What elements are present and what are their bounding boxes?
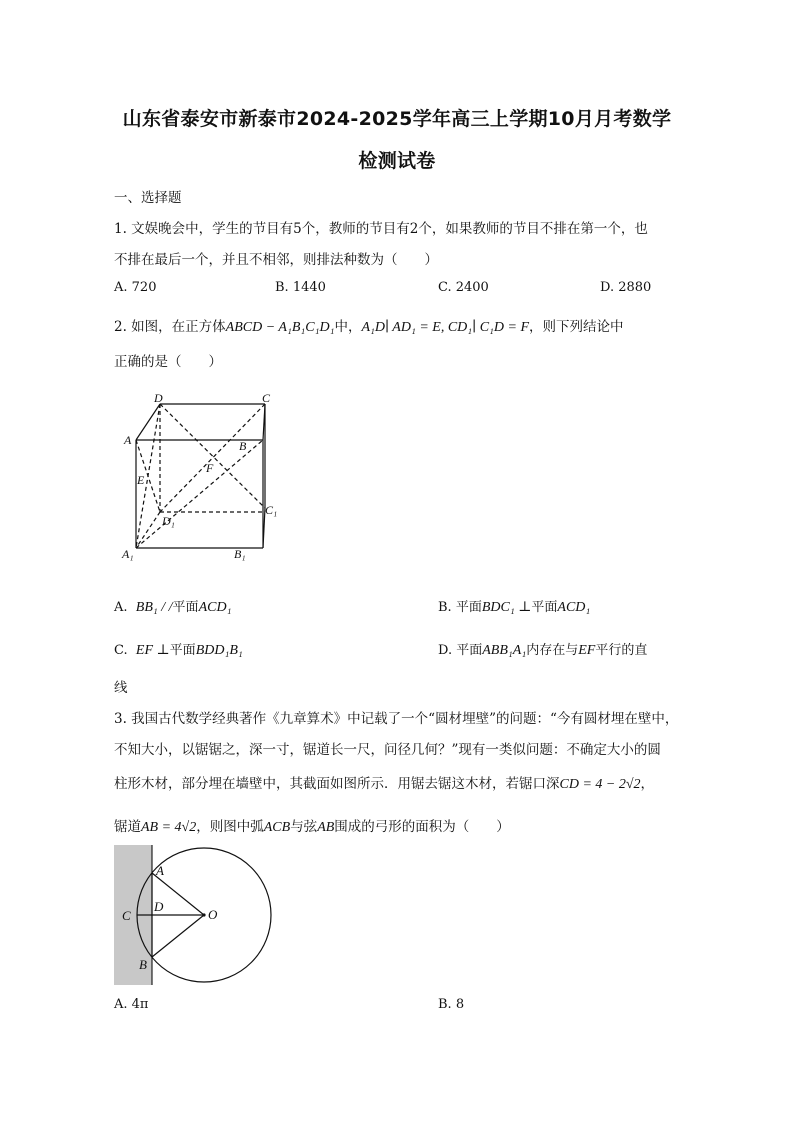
- q2-option-d-wrap: 线: [114, 680, 128, 696]
- q1-option-d: D. 2880: [600, 280, 652, 295]
- q3-line3: 柱形木材，部分埋在墙壁中，其截面如图所示．用锯去锯这木材，若锯口深CD = 4 − 2√2，: [114, 776, 655, 792]
- exam-title-line2: 检测试卷: [358, 150, 436, 172]
- cube-label-b: B: [239, 439, 247, 453]
- q3-line2: 不知大小，以锯锯之，深一寸，锯道长一尺，问径几何？”现有一类似问题：不确定大小的圆: [114, 742, 661, 758]
- q2-condition: A₁D∣ AD₁ = E, CD₁∣ C₁D = F: [361, 320, 530, 335]
- q2-cube-name: ABCD − A₁B₁C₁D₁: [225, 320, 335, 335]
- q1-option-c: C. 2400: [438, 280, 489, 295]
- q1-line1: 1. 文娱晚会中，学生的节目有5个，教师的节目有2个，如果教师的节目不排在第一个，也: [114, 221, 648, 237]
- q2-option-b: B. 平面BDC₁ ⊥平面ACD₁: [438, 600, 591, 615]
- q2-line1: [114, 315, 624, 336]
- exam-title-line1: 山东省泰安市新泰市2024-2025学年高三上学期10月月考数学: [122, 108, 672, 130]
- q2-option-a: A. BB₁ / /平面ACD₁: [114, 600, 232, 615]
- circle-label-a: A: [156, 863, 164, 878]
- cube-label-d: D: [154, 392, 163, 405]
- cube-label-f: F: [206, 461, 214, 475]
- cube-label-c1: C₁: [265, 503, 278, 517]
- q1-line2: 不排在最后一个，并且不相邻，则排法种数为（ ）: [114, 252, 438, 268]
- cube-figure: [118, 392, 288, 562]
- cube-label-b1: B₁: [234, 547, 246, 561]
- q3-line1: 3. 我国古代数学经典著作《九章算术》中记载了一个“圆材埋壁”的问题：“今有圆材埋在壁中，: [114, 711, 679, 727]
- q2-suffix: ，则下列结论中: [529, 319, 624, 335]
- circle-label-d: D: [154, 899, 164, 914]
- cube-label-e: E: [137, 473, 145, 487]
- circle-label-b: B: [139, 957, 147, 972]
- q1-option-a: A. 720: [114, 280, 157, 295]
- q3-option-b: B. 8: [438, 997, 465, 1012]
- circle-wall-figure: [112, 845, 274, 987]
- q2-mid: 中，: [334, 319, 362, 335]
- q2-option-c: C. EF ⊥平面BDD₁B₁: [114, 643, 243, 658]
- q3-line4: 锯道AB = 4√2，则图中弧ACB与弦AB围成的弓形的面积为（ ）: [114, 819, 510, 835]
- q2-option-d: D. 平面ABB₁A₁内存在与EF平行的直: [438, 643, 648, 658]
- circle-label-o: O: [208, 907, 218, 922]
- q2-prefix: 2. 如图，在正方体: [114, 319, 226, 335]
- cube-label-d1: D₁: [162, 514, 175, 528]
- q1-option-b: B. 1440: [275, 280, 326, 295]
- cube-label-c: C: [262, 392, 271, 405]
- q3-option-a: A. 4π: [114, 997, 149, 1012]
- section-heading: 一、选择题: [114, 190, 182, 206]
- cube-label-a1: A₁: [122, 547, 134, 561]
- cube-label-a: A: [124, 433, 132, 447]
- circle-label-c: C: [122, 908, 131, 923]
- q2-line2: 正确的是（ ）: [114, 354, 222, 370]
